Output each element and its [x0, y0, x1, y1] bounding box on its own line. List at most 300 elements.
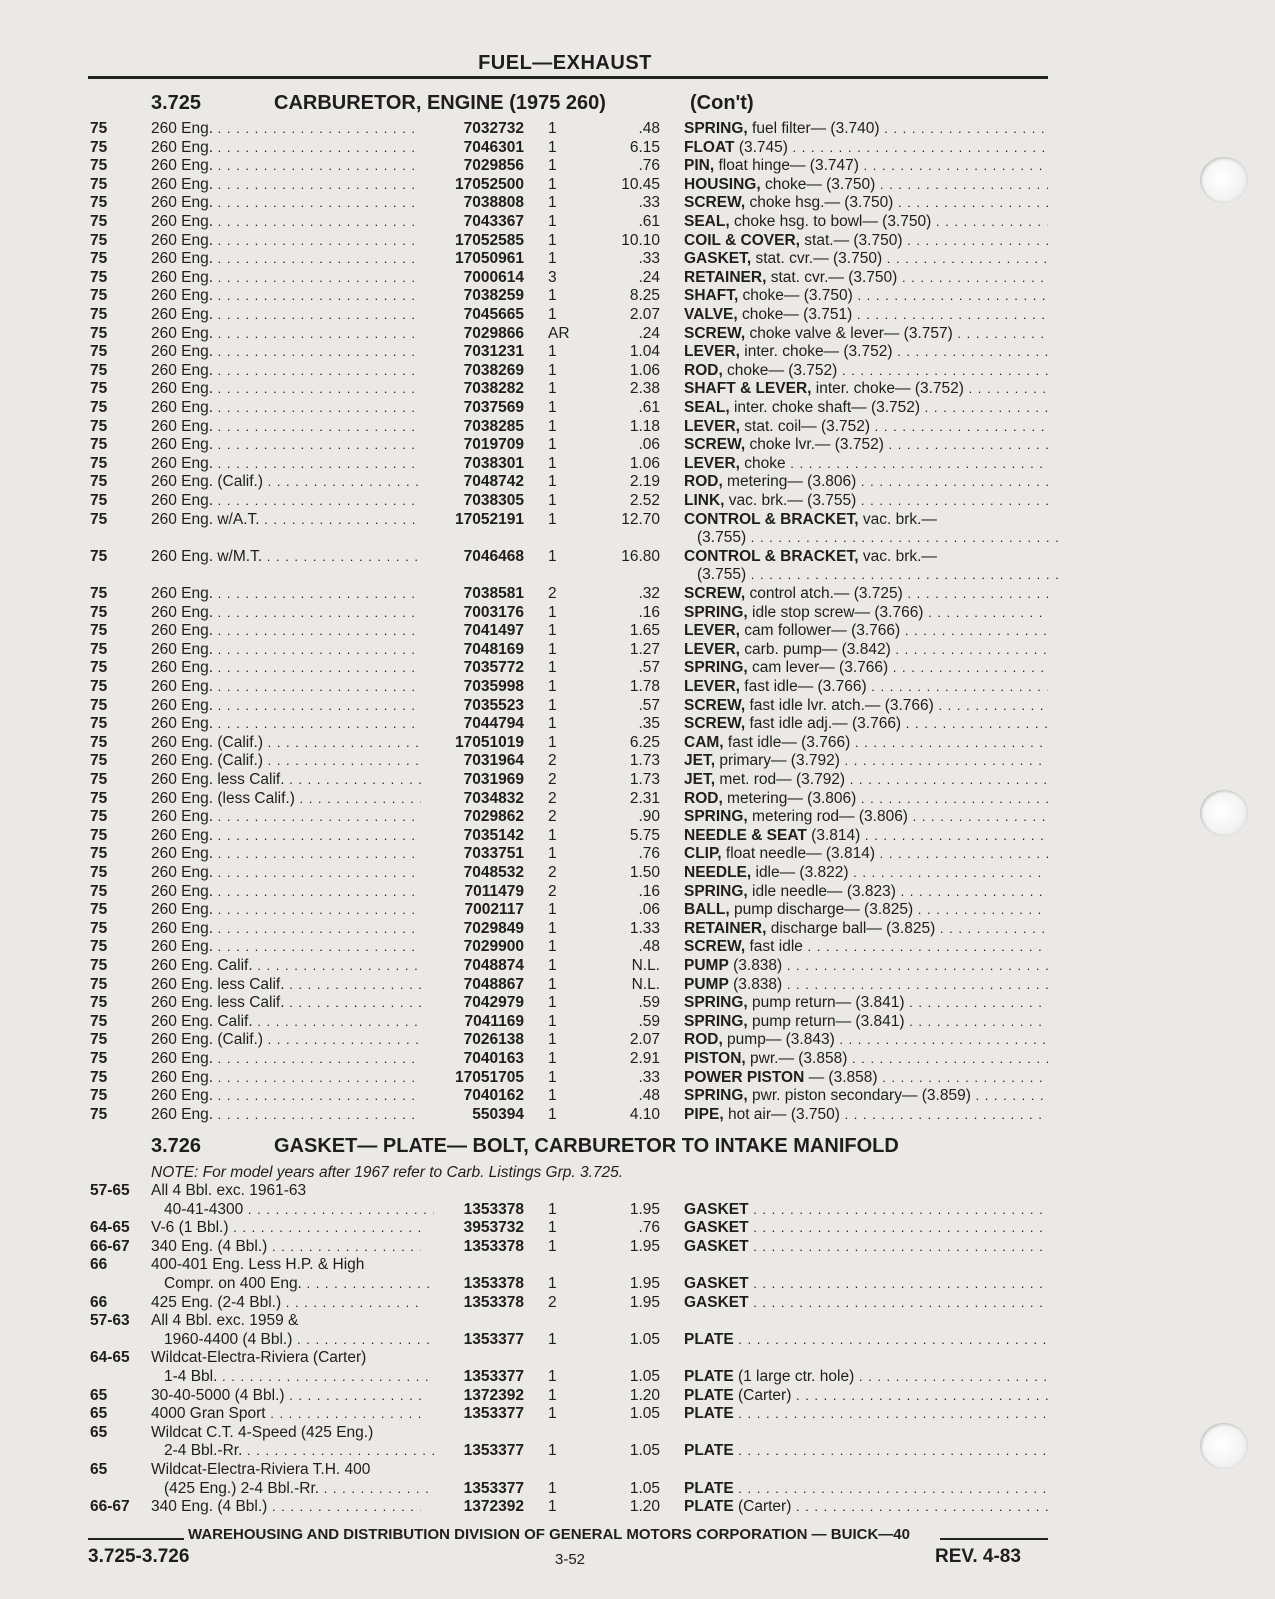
model-year: 75	[90, 1105, 108, 1123]
model-year: 66-67	[90, 1237, 130, 1255]
model-year: 75	[90, 696, 108, 714]
application: 260 Eng. . . .	[151, 901, 421, 920]
price: 2.31	[629, 789, 660, 807]
description	[684, 548, 1048, 567]
part-detail: cam lever— (3.766)	[747, 659, 889, 677]
list-item-continued-line	[0, 1256, 1275, 1275]
quantity: 1	[548, 1012, 557, 1030]
quantity: 1	[548, 1031, 557, 1049]
price: .48	[638, 1087, 660, 1105]
description	[684, 232, 1048, 251]
price: .06	[638, 901, 660, 919]
quantity: 1	[548, 492, 557, 509]
part-detail: (Carter)	[733, 1498, 792, 1516]
description	[684, 771, 1048, 790]
part-number: 1353378	[463, 1293, 524, 1311]
model-year: 64-65	[90, 1219, 130, 1237]
part-number: 7033751	[463, 845, 524, 863]
quantity: 1	[548, 213, 557, 230]
application: 260 Eng. . . .	[151, 269, 421, 288]
model-year: 75	[90, 231, 108, 249]
model-year: 75	[90, 473, 108, 491]
price: 1.95	[629, 1275, 660, 1292]
part-name: PISTON,	[684, 1050, 746, 1067]
price: .24	[638, 268, 660, 286]
model-year: 75	[90, 864, 108, 881]
table-row	[0, 604, 1275, 623]
application: 260 Eng. w/A.T. . . .	[151, 511, 421, 530]
model-year: 75	[90, 250, 108, 268]
list-item-continued-line	[0, 1312, 1275, 1331]
application: 260 Eng. . . .	[151, 697, 421, 716]
part-detail: pump return— (3.841)	[747, 1012, 905, 1030]
model-year: 66	[90, 1293, 108, 1311]
part-name: PUMP	[684, 975, 729, 993]
footer-rule-right	[940, 1538, 1048, 1540]
quantity: 1	[548, 659, 557, 677]
table-row	[0, 808, 1275, 827]
application: 260 Eng. (Calif.) . . .	[151, 473, 421, 492]
description	[684, 883, 1048, 902]
description	[684, 1498, 1048, 1517]
footer-group-range: 3.725-3.726	[88, 1546, 190, 1567]
price: 1.73	[629, 771, 660, 788]
part-detail: choke— (3.750)	[738, 287, 853, 305]
part-number: 7048874	[463, 957, 524, 974]
part-name: NEEDLE,	[684, 864, 752, 881]
quantity: 1	[548, 1442, 557, 1460]
model-year: 75	[90, 1087, 108, 1105]
application: 260 Eng. . . .	[151, 287, 421, 306]
part-name: RETAINER,	[684, 268, 767, 286]
application: 260 Eng. . . .	[151, 864, 421, 883]
price: 1.05	[629, 1479, 660, 1497]
table-row	[0, 883, 1275, 902]
part-detail: fast idle adj.— (3.766)	[745, 715, 902, 733]
quantity: 1	[548, 138, 557, 156]
application: 260 Eng. . . .	[151, 343, 421, 362]
quantity: 2	[548, 789, 557, 807]
part-number: 7034832	[463, 789, 524, 807]
application: 260 Eng. . . .	[151, 678, 421, 697]
price: .76	[638, 157, 660, 175]
description	[684, 1387, 1048, 1406]
price: 6.25	[629, 733, 660, 751]
application: 260 Eng. less Calif. . . .	[151, 771, 421, 790]
model-year: 75	[90, 640, 108, 658]
table-row	[0, 511, 1275, 530]
part-detail: metering— (3.806)	[722, 473, 857, 491]
description-continued: (3.755) . . .	[684, 529, 1061, 548]
application: 425 Eng. (2-4 Bbl.) . . .	[151, 1294, 421, 1313]
quantity: 1	[548, 901, 557, 919]
part-name: CLIP,	[684, 845, 722, 863]
part-number: 7038581	[463, 585, 524, 602]
price: .16	[638, 882, 660, 900]
model-year: 75	[90, 994, 108, 1012]
description	[684, 808, 1048, 827]
part-name: CONTROL & BRACKET,	[684, 510, 859, 528]
part-number: 1372392	[463, 1386, 524, 1404]
part-name: VALVE,	[684, 306, 738, 323]
price: 2.07	[629, 1031, 660, 1049]
price: 10.45	[621, 175, 660, 193]
quantity: 1	[548, 696, 557, 714]
part-number: 7040163	[463, 1050, 524, 1067]
part-number: 7038282	[463, 380, 524, 398]
application: 260 Eng. . . .	[151, 1069, 421, 1088]
part-name: GASKET	[684, 1200, 749, 1218]
description	[684, 994, 1048, 1013]
section-number: 3.725	[151, 92, 202, 114]
quantity: 1	[548, 380, 557, 398]
table-row	[0, 1013, 1275, 1032]
part-name: GASKET,	[684, 250, 752, 268]
table-row	[0, 325, 1275, 344]
description	[684, 585, 1048, 604]
part-number: 7029862	[463, 808, 524, 826]
part-detail: fast idle— (3.766)	[723, 733, 851, 751]
quantity: 1	[548, 417, 557, 435]
description	[684, 697, 1048, 716]
application: 40-41-4300 . . .	[151, 1201, 434, 1220]
table-row	[0, 380, 1275, 399]
part-number: 7044794	[463, 715, 524, 733]
description	[684, 715, 1048, 734]
table-row	[0, 436, 1275, 455]
price: N.L.	[631, 975, 660, 993]
table-row	[0, 1031, 1275, 1050]
price: .48	[638, 120, 660, 137]
part-name: ROD,	[684, 361, 723, 379]
part-detail: (3.838)	[728, 975, 783, 993]
price: 2.91	[629, 1050, 660, 1067]
revision-date: REV. 4-83	[935, 1546, 1021, 1567]
model-year: 75	[90, 287, 108, 305]
application: 260 Eng. . . .	[151, 808, 421, 827]
description	[684, 1013, 1048, 1032]
price: 1.65	[629, 622, 660, 640]
part-number: 7029856	[463, 157, 524, 175]
part-name: PLATE	[684, 1405, 734, 1423]
section-title: CARBURETOR, ENGINE (1975 260)	[274, 92, 606, 114]
part-number: 550394	[472, 1105, 524, 1123]
footer-rule-left	[88, 1538, 184, 1540]
application: (425 Eng.) 2-4 Bbl.-Rr. . . .	[151, 1480, 434, 1499]
part-detail: hot air— (3.750)	[723, 1105, 840, 1123]
application: 260 Eng. . . .	[151, 1087, 421, 1106]
quantity: 1	[548, 157, 557, 175]
part-detail: (3.814)	[806, 826, 861, 844]
part-detail: metering— (3.806)	[722, 789, 857, 807]
model-year: 75	[90, 399, 108, 416]
part-name: GASKET	[684, 1219, 749, 1237]
list-item-continued-line	[0, 1349, 1275, 1368]
part-detail: inter. choke shaft— (3.752)	[729, 399, 921, 416]
application: Compr. on 400 Eng. . . .	[151, 1275, 434, 1294]
part-number: 1353377	[463, 1479, 524, 1497]
part-name: SPRING,	[684, 1087, 748, 1105]
quantity: 1	[548, 1050, 557, 1067]
part-name: CONTROL & BRACKET,	[684, 547, 859, 565]
part-number: 7029849	[463, 919, 524, 937]
application: All 4 Bbl. exc. 1961-63	[151, 1182, 307, 1199]
price: .59	[638, 1012, 660, 1030]
price: .32	[638, 585, 660, 602]
table-row	[0, 771, 1275, 790]
price: 1.06	[629, 454, 660, 472]
part-number: 7038259	[463, 287, 524, 305]
price: 5.75	[629, 826, 660, 844]
part-detail: pump return— (3.841)	[747, 994, 905, 1012]
quantity: 1	[548, 957, 557, 974]
model-year: 75	[90, 510, 108, 528]
part-name: SPRING,	[684, 882, 748, 900]
quantity: 1	[548, 287, 557, 305]
part-number: 1353378	[463, 1275, 524, 1292]
part-name: JET,	[684, 771, 716, 788]
application: 260 Eng. . . .	[151, 380, 421, 399]
application: 260 Eng. . . .	[151, 622, 421, 641]
application: 260 Eng. . . .	[151, 362, 421, 381]
application: 260 Eng. Calif. . . .	[151, 957, 421, 976]
application: 260 Eng. (less Calif.) . . .	[151, 790, 421, 809]
page-title: FUEL—EXHAUST	[478, 52, 652, 74]
application: 260 Eng. . . .	[151, 232, 421, 251]
application: Wildcat-Electra-Riviera (Carter)	[151, 1349, 367, 1367]
part-name: SCREW,	[684, 696, 746, 714]
application: 1-4 Bbl. . . .	[151, 1368, 434, 1387]
part-detail: float needle— (3.814)	[721, 845, 875, 863]
part-name: PLATE	[684, 1330, 734, 1348]
part-name: SEAL,	[684, 399, 730, 416]
price: .57	[638, 659, 660, 677]
price: 2.52	[629, 492, 660, 509]
price: .33	[638, 194, 660, 212]
part-number: 7041497	[463, 622, 524, 640]
application: 2-4 Bbl.-Rr. . . .	[151, 1442, 434, 1461]
part-number: 1353377	[463, 1405, 524, 1423]
part-number: 7040162	[463, 1087, 524, 1105]
part-number: 7038301	[463, 454, 524, 472]
table-row	[0, 473, 1275, 492]
description	[684, 622, 1048, 641]
part-detail: choke lvr.— (3.752)	[745, 436, 884, 454]
quantity: 1	[548, 120, 557, 137]
part-name: PLATE	[684, 1386, 734, 1404]
part-number: 1353377	[463, 1330, 524, 1348]
price: 1.50	[629, 864, 660, 881]
price: 1.27	[629, 640, 660, 658]
model-year: 75	[90, 1031, 108, 1049]
application: 260 Eng. . . .	[151, 325, 421, 344]
application: 1960-4400 (4 Bbl.) . . .	[151, 1331, 434, 1350]
description	[684, 399, 1048, 418]
model-year: 65	[90, 1461, 108, 1478]
description	[684, 1031, 1048, 1050]
part-number: 7003176	[463, 603, 524, 621]
price: 1.05	[629, 1330, 660, 1348]
section-title: GASKET— PLATE— BOLT, CARBURETOR TO INTAKE MANIFOLD	[274, 1135, 899, 1157]
quantity: 1	[548, 715, 557, 733]
price: 2.38	[629, 380, 660, 398]
application: 260 Eng. . . .	[151, 938, 421, 957]
part-name: SHAFT,	[684, 287, 739, 305]
part-name: SPRING,	[684, 659, 748, 677]
model-year: 75	[90, 715, 108, 733]
table-row	[0, 1106, 1275, 1125]
quantity: 1	[548, 603, 557, 621]
part-detail: cam follower— (3.766)	[739, 622, 901, 640]
table-row	[0, 1219, 1275, 1238]
part-number: 7041169	[464, 1012, 524, 1030]
part-name: SPRING,	[684, 994, 748, 1012]
table-row	[0, 120, 1275, 139]
part-number: 7031964	[463, 752, 524, 770]
table-row	[0, 1201, 1275, 1220]
quantity: 1	[548, 975, 557, 993]
part-name: ROD,	[684, 1031, 723, 1049]
description	[684, 306, 1048, 325]
quantity: 2	[548, 1293, 557, 1311]
description	[684, 790, 1048, 809]
quantity: 2	[548, 752, 557, 770]
application: 260 Eng. . . .	[151, 139, 421, 158]
price: 2.19	[629, 473, 660, 491]
quantity: 1	[548, 1219, 557, 1237]
model-year: 75	[90, 436, 108, 454]
part-name: SCREW,	[684, 585, 746, 602]
model-year: 75	[90, 213, 108, 230]
description	[684, 1106, 1048, 1125]
table-row	[0, 901, 1275, 920]
model-year: 75	[90, 603, 108, 621]
part-number: 7038285	[463, 417, 524, 435]
table-row	[0, 659, 1275, 678]
quantity: 1	[548, 436, 557, 454]
part-name: PIPE,	[684, 1105, 724, 1123]
part-detail: fast idle— (3.766)	[739, 678, 867, 695]
quantity: AR	[548, 324, 570, 342]
part-name: JET,	[684, 752, 716, 770]
description	[684, 920, 1048, 939]
list-item-continued-line	[0, 529, 1275, 548]
application: 260 Eng. . . .	[151, 157, 421, 176]
section-3725-heading	[0, 90, 1275, 116]
model-year: 75	[90, 882, 108, 900]
application: 260 Eng. Calif. . . .	[151, 1013, 421, 1032]
application: 260 Eng. . . .	[151, 176, 421, 195]
part-number: 1372392	[463, 1498, 524, 1516]
application: 340 Eng. (4 Bbl.) . . .	[151, 1238, 421, 1257]
price: 1.05	[629, 1368, 660, 1385]
quantity: 3	[548, 268, 557, 286]
part-number: 7035142	[463, 826, 524, 844]
table-row	[0, 1294, 1275, 1313]
quantity: 1	[548, 919, 557, 937]
part-number: 7048169	[463, 640, 524, 658]
part-number: 17051705	[455, 1068, 524, 1086]
description	[684, 1294, 1048, 1313]
application: 260 Eng. . . .	[151, 827, 421, 846]
part-number: 7019709	[463, 436, 524, 454]
quantity: 1	[548, 473, 557, 491]
application: 260 Eng. . . .	[151, 1050, 421, 1069]
table-row	[0, 492, 1275, 511]
part-name: SCREW,	[684, 436, 746, 454]
application: 260 Eng. . . .	[151, 213, 421, 232]
table-row	[0, 976, 1275, 995]
part-name: COIL & COVER,	[684, 231, 800, 249]
table-row	[0, 1087, 1275, 1106]
description	[684, 1405, 1048, 1424]
part-detail: inter. choke— (3.752)	[739, 343, 893, 361]
part-name: SCREW,	[684, 715, 746, 733]
description	[684, 1368, 1048, 1387]
table-row	[0, 864, 1275, 883]
application: 260 Eng. . . .	[151, 250, 421, 269]
price: 10.10	[621, 231, 660, 249]
part-name: RETAINER,	[684, 919, 767, 937]
description	[684, 845, 1048, 864]
part-detail: choke valve & lever— (3.757)	[745, 324, 953, 342]
page-number: 3-52	[555, 1551, 586, 1568]
part-name: PLATE	[684, 1368, 734, 1385]
quantity: 1	[548, 1200, 557, 1218]
description-continued: (3.755) . . .	[684, 566, 1061, 585]
model-year: 75	[90, 1050, 108, 1067]
description	[684, 1201, 1048, 1220]
description	[684, 436, 1048, 455]
description	[684, 1069, 1048, 1088]
quantity: 2	[548, 585, 557, 602]
price: .76	[638, 1219, 660, 1237]
table-row	[0, 1050, 1275, 1069]
part-number: 7032732	[463, 120, 524, 137]
price: .16	[638, 603, 660, 621]
application: 260 Eng. . . .	[151, 883, 421, 902]
description	[684, 1050, 1048, 1069]
part-name: SPRING,	[684, 1012, 748, 1030]
table-row	[0, 1331, 1275, 1350]
price: .48	[638, 938, 660, 956]
part-number: 7042979	[463, 994, 524, 1012]
model-year: 75	[90, 454, 108, 472]
table-row	[0, 957, 1275, 976]
model-year: 65	[90, 1405, 108, 1423]
price: .33	[638, 1068, 660, 1086]
table-row	[0, 622, 1275, 641]
part-detail: choke— (3.752)	[722, 361, 838, 379]
part-name: ROD,	[684, 473, 723, 491]
table-row	[0, 938, 1275, 957]
part-name: LEVER,	[684, 640, 740, 658]
quantity: 2	[548, 771, 557, 788]
part-detail: fuel filter— (3.740)	[747, 120, 880, 137]
part-number: 7000614	[463, 268, 524, 286]
model-year: 75	[90, 919, 108, 937]
application: 400-401 Eng. Less H.P. & High	[151, 1256, 365, 1274]
model-year: 65	[90, 1423, 108, 1441]
description	[684, 269, 1048, 288]
model-year: 75	[90, 659, 108, 677]
description	[684, 1087, 1048, 1106]
price: .61	[638, 399, 660, 416]
price: 1.33	[629, 919, 660, 937]
table-row	[0, 697, 1275, 716]
price: 6.15	[629, 138, 660, 156]
part-name: PLATE	[684, 1442, 734, 1460]
